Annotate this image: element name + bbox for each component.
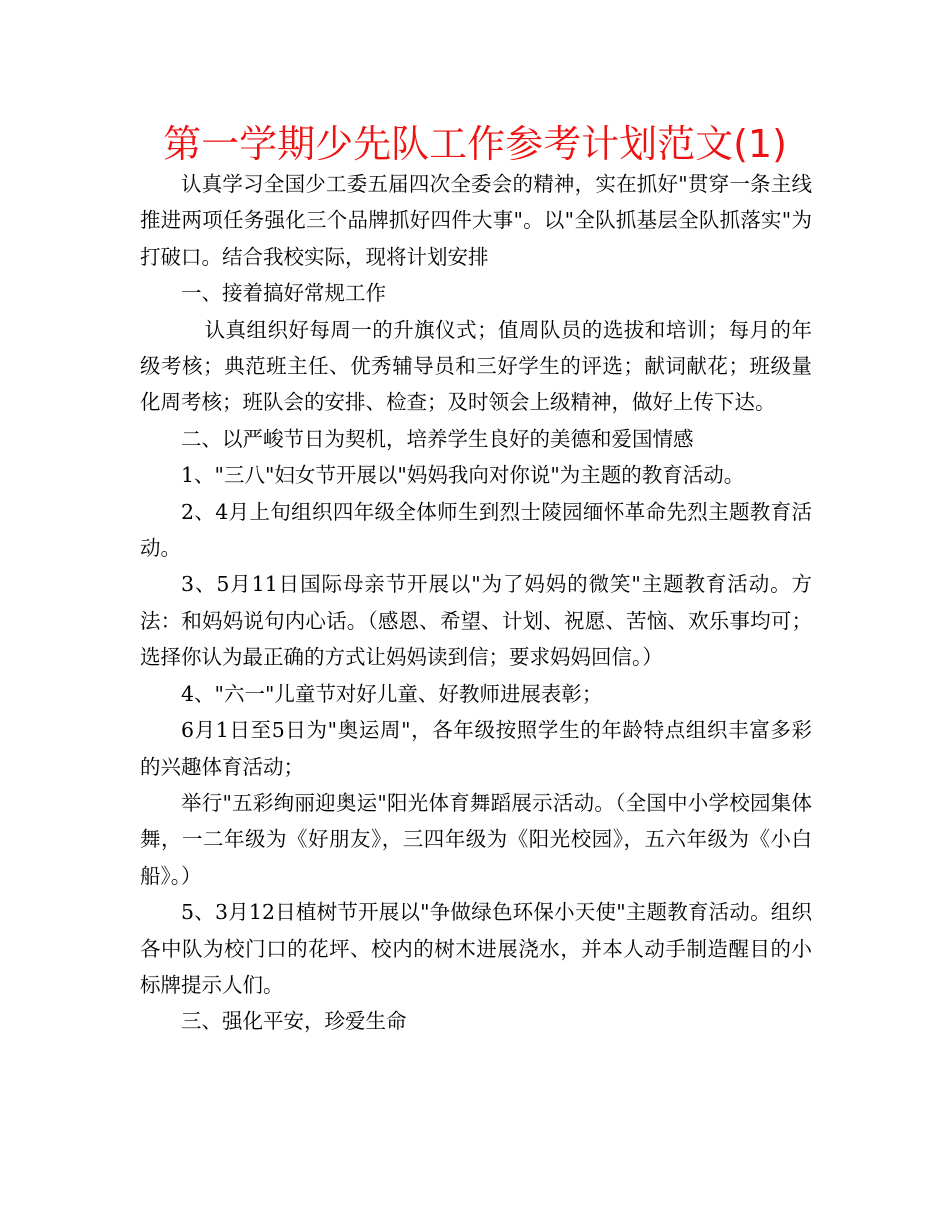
document-body <box>140 166 812 1040</box>
list-item-2: 2、4月上旬组织四年级全体师生到烈士陵园缅怀革命先烈主题教育活动。 <box>140 499 812 561</box>
section-heading-1: 一、接着搞好常规工作 <box>181 281 386 306</box>
olympic-week-paragraph: 6月1日至5日为"奥运周"，各年级按照学生的年龄特点组织丰富多彩的兴趣体育活动； <box>140 718 812 779</box>
list-item-5: 5、3月12日植树节开展以"争做绿色环保小天使"主题教育活动。组织各中队为校门口的花坪、校内的树木进展浇水，并本人动手制造醒目的小标牌提示人们。 <box>140 900 812 997</box>
dance-show-paragraph: 举行"五彩绚丽迎奥运"阳光体育舞蹈展示活动。（全国中小学校园集体舞，一二年级为《好朋友》，三四年级为《阳光校园》，五六年级为《小白船》。） <box>140 790 812 888</box>
routine-work-paragraph: 认真组织好每周一的升旗仪式；值周队员的选拔和培训；每月的年级考核；典范班主任、优秀辅导员和三好学生的评选；献词献花；班级量化周考核；班队会的安排、检查；及时领会上级精神，做好上传下达。 <box>140 317 812 415</box>
list-item-4: 4、"六一"儿童节对好儿童、好教师进展表彰； <box>181 681 603 706</box>
list-item-1: 1、"三八"妇女节开展以"妈妈我向对你说"为主题的教育活动。 <box>181 463 745 488</box>
section-heading-3: 三、强化平安，珍爱生命 <box>181 1009 407 1034</box>
section-heading-2: 二、以严峻节日为契机，培养学生良好的美德和爱国情感 <box>181 426 694 451</box>
intro-paragraph: 认真学习全国少工委五届四次全委会的精神，实在抓好"贯穿一条主线推进两项任务强化三个品牌抓好四件大事"。以"全队抓基层全队抓落实"为打破口。结合我校实际，现将计划安排 <box>140 172 812 269</box>
list-item-3: 3、5月11日国际母亲节开展以"为了妈妈的微笑"主题教育活动。方法：和妈妈说句内心话。（感恩、希望、计划、祝愿、苦恼、欢乐事均可；选择你认为最正确的方式让妈妈读到信；要求妈妈回信。） <box>140 572 812 670</box>
document-title: 第一学期少先队工作参考计划范文(1) <box>163 122 787 166</box>
